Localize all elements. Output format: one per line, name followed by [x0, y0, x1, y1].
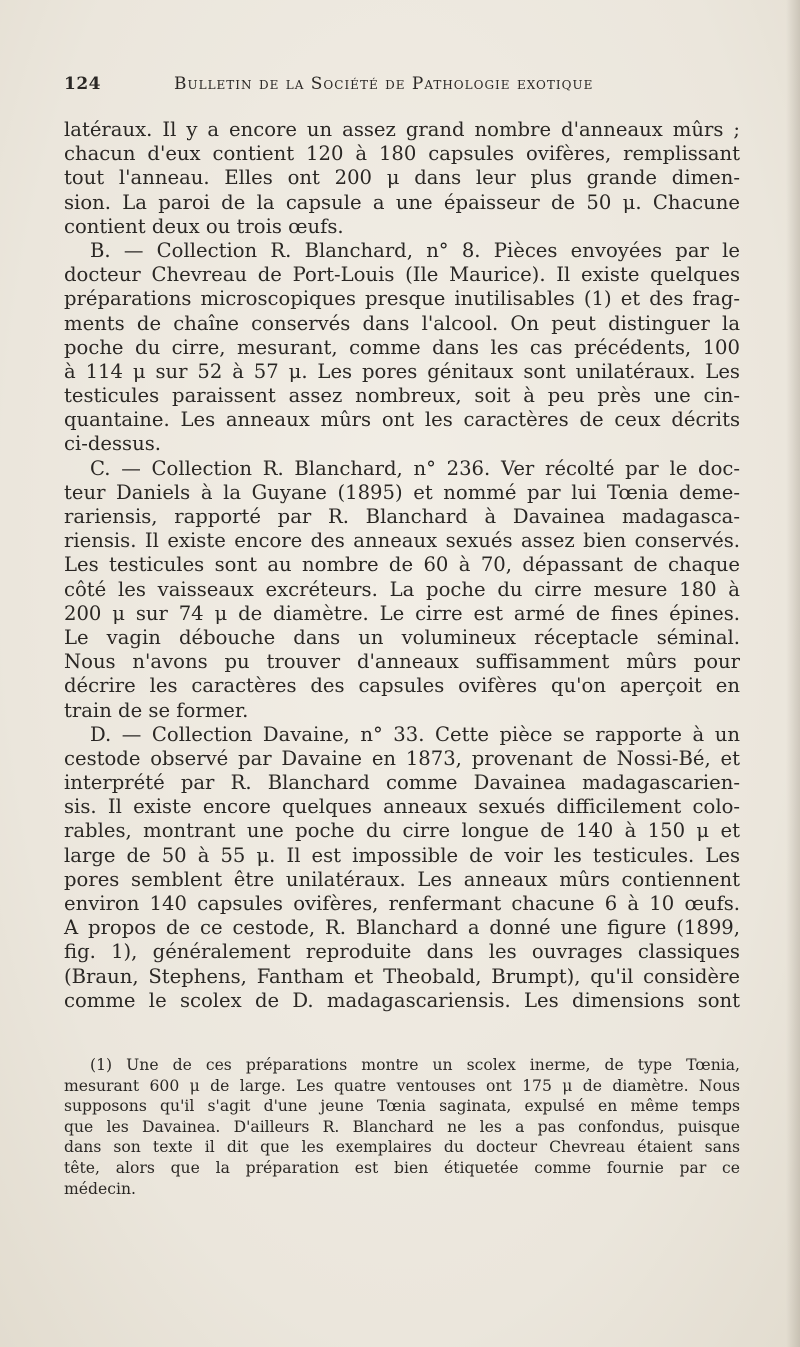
body-line: ments de chaîne conservés dans l'alcool. On peut distinguer la — [64, 311, 740, 335]
body-line: train de se former. — [64, 698, 249, 722]
footnote-line: supposons qu'il s'agit d'une jeune Tœnia saginata, expulsé en même temps — [64, 1097, 740, 1116]
body-line: pores semblent être unilatéraux. Les anneaux mûrs contiennent — [64, 867, 740, 891]
body-line: Le vagin débouche dans un volumineux réceptacle séminal. — [64, 625, 740, 649]
footnote — [64, 1055, 740, 1199]
body-line: 200 μ sur 74 μ de diamètre. Le cirre est armé de fines épines. — [64, 601, 740, 625]
body-line: quantaine. Les anneaux mûrs ont les caractères de ceux décrits — [64, 408, 740, 432]
body-line: contient deux ou trois œufs. — [64, 214, 344, 238]
body-line: sion. La paroi de la capsule a une épaisseur de 50 μ. Chacune — [64, 190, 740, 214]
body-line: rariensis, rapporté par R. Blanchard à Davainea madagasca- — [64, 505, 740, 528]
body-line: B. — Collection R. Blanchard, n° 8. Pièces envoyées par le — [90, 238, 740, 262]
footnote-line: médecin. — [64, 1179, 136, 1198]
body-line: sis. Il existe encore quelques anneaux sexués difficilement colo- — [64, 795, 740, 819]
body-line: interprété par R. Blanchard comme Davainea madagascarien- — [64, 771, 740, 795]
footnote-line: (1) Une de ces préparations montre un scolex inerme, de type Tœnia, — [90, 1056, 740, 1074]
body-line: à 114 μ sur 52 à 57 μ. Les pores génitaux sont unilatéraux. Les — [64, 359, 740, 383]
footnote-line: que les Davainea. D'ailleurs R. Blanchard ne les a pas confondus, puisque — [64, 1117, 740, 1136]
footnote-line: mesurant 600 μ de large. Les quatre ventouses ont 175 μ de diamètre. Nous — [64, 1076, 740, 1095]
body-line: testicules paraissent assez nombreux, soit à peu près une cin- — [64, 384, 740, 408]
body-line: fig. 1), généralement reproduite dans les ouvrages classiques — [64, 940, 740, 964]
body-line: C. — Collection R. Blanchard, n° 236. Ver récolté par le doc- — [90, 456, 740, 480]
body-line: décrire les caractères des capsules ovifères qu'on aperçoit en — [64, 674, 740, 698]
body-line: rables, montrant une poche du cirre longue de 140 à 150 μ et — [64, 819, 740, 843]
body-line: cestode observé par Davaine en 1873, provenant de Nossi-Bé, et — [64, 746, 740, 770]
page-header — [64, 74, 740, 98]
footnote-line: dans son texte il dit que les exemplaires du docteur Chevreau étaient sans — [64, 1138, 740, 1157]
body-line: tout l'anneau. Elles ont 200 μ dans leur plus grande dimen- — [64, 166, 740, 190]
body-line: ci-dessus. — [64, 432, 162, 456]
body-line: Les testicules sont au nombre de 60 à 70, dépassant de chaque — [64, 553, 740, 577]
body-line: A propos de ce cestode, R. Blanchard a donné une figure (1899, — [64, 916, 740, 940]
body-line: D. — Collection Davaine, n° 33. Cette pièce se rapporte à un — [90, 722, 740, 746]
body-line: chacun d'eux contient 120 à 180 capsules ovifères, remplissant — [64, 142, 740, 166]
body-line: docteur Chevreau de Port-Louis (Ile Maurice). Il existe quelques — [64, 263, 740, 287]
body-line: teur Daniels à la Guyane (1895) et nommé par lui Tœnia deme- — [64, 480, 740, 504]
footnote-line: tête, alors que la préparation est bien étiquetée comme fournie par ce — [64, 1158, 740, 1177]
body-line: poche du cirre, mesurant, comme dans les cas précédents, 100 — [64, 335, 740, 359]
body-line: latéraux. Il y a encore un assez grand nombre d'anneaux mûrs ; — [64, 118, 740, 141]
body-line: côté les vaisseaux excréteurs. La poche du cirre mesure 180 à — [64, 577, 740, 601]
body-line: (Braun, Stephens, Fantham et Theobald, Brumpt), qu'il considère — [64, 964, 740, 988]
body-line: préparations microscopiques presque inutilisables (1) et des frag- — [64, 287, 740, 311]
body-line: large de 50 à 55 μ. Il est impossible de voir les testicules. Les — [64, 843, 740, 867]
page-edge-shadow — [786, 0, 800, 1347]
page-number: 124 — [64, 74, 101, 94]
body-line: environ 140 capsules ovifères, renfermant chacune 6 à 10 œufs. — [64, 892, 740, 915]
body-line: Nous n'avons pu trouver d'anneaux suffisamment mûrs pour — [64, 650, 740, 674]
body-line: comme le scolex de D. madagascariensis. Les dimensions sont — [64, 988, 740, 1012]
body-text — [64, 118, 740, 1013]
body-line: riensis. Il existe encore des anneaux sexués assez bien conservés. — [64, 529, 740, 553]
running-title: Bulletin de la Société de Pathologie exotique — [174, 74, 594, 94]
